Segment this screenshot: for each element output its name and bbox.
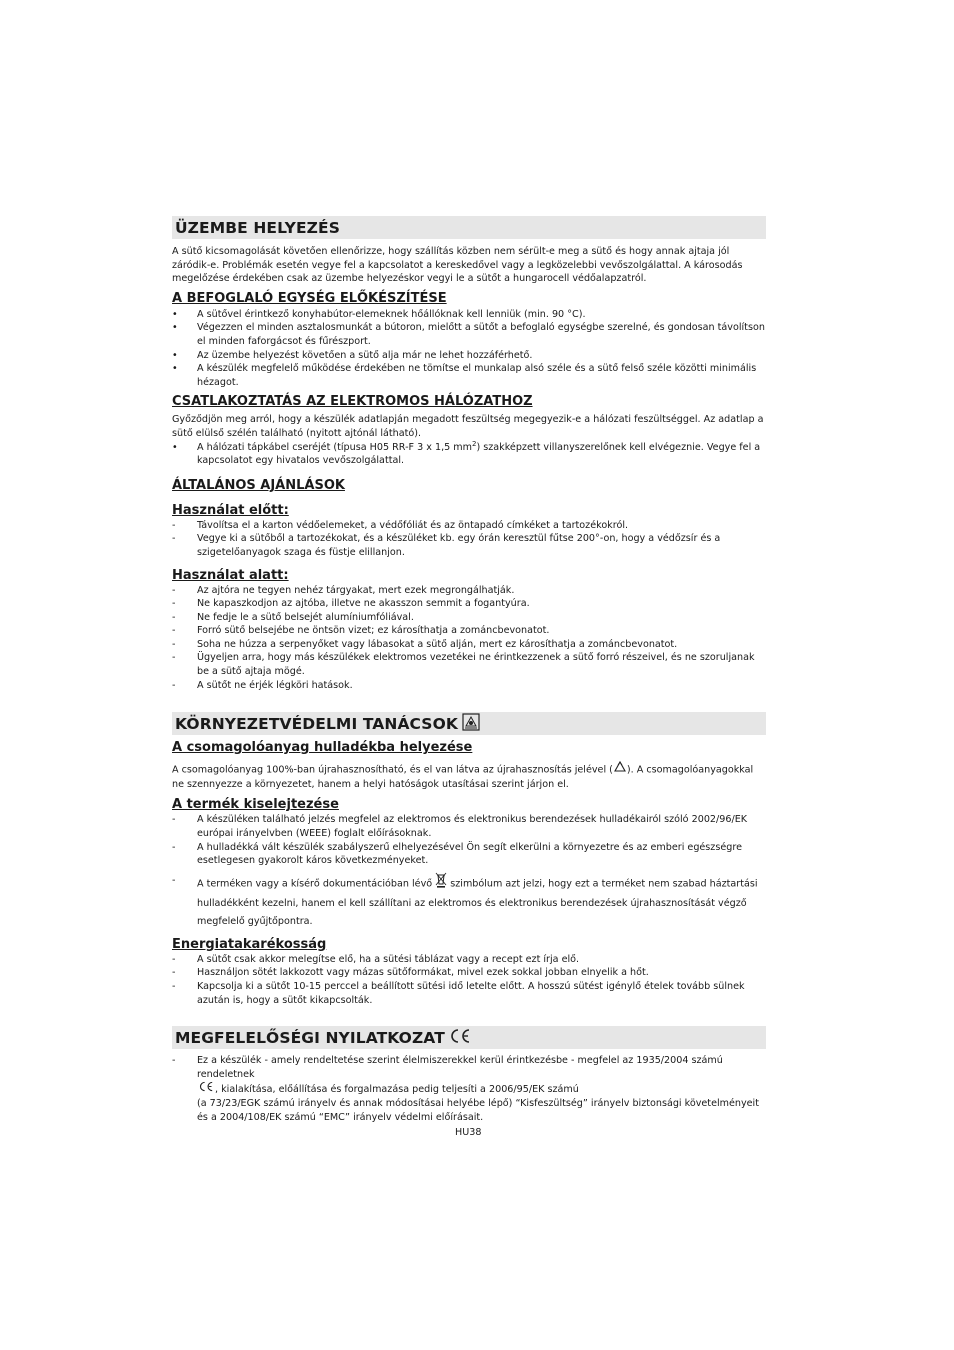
list-item: - Az ajtóra ne tegyen nehéz tárgyakat, mert ezek megrongálhatják. (172, 584, 515, 596)
during-use-list (172, 584, 766, 693)
installation-intro: A sütő kicsomagolását követően ellenőrizze, hogy szállítás közben nem sérült-e meg a sütő és hogy annak ajtaja jól záródik-e. Problémák esetén vegye fel a kapcsolatot a kereskedővel vagy a legközelebbi vevőszolgálattal. A károsodás megelőzése érdekében csak az üzembe helyezéskor vegyi le a sütőt a hungarocell védőalapzatról. (172, 246, 743, 285)
list-item: - Ez a készülék - amely rendeltetése szerint élelmiszerekkel kerül érintkezésbe - megfelel az 1935/2004 számú rendeletnek , kialakítása, előállítása és forgalmazása pedig teljesíti a 2006/95/EK számú (a 73/23/EGK számú irányelv és annak módosításai helyébe lépő) “Kisfeszültség” irányelv biztonsági követelményeit és a 2004/108/EK számú “EMC” irányelv védelmi előírásait. (172, 1055, 759, 1123)
crossed-bin-icon (435, 872, 447, 895)
list-item: - A hulladékká vált készülék szabályszerű elhelyezésével Ön segít elkerülni a környezetre és az emberi egészségre esetlegesen gyakorolt káros következményeket. (172, 841, 742, 867)
subheading-packaging: A csomagolóanyag hulladékba helyezése (172, 740, 473, 756)
subheading-disposal: A termék kiselejtezése (172, 797, 339, 813)
cabinet-prep-list (172, 308, 766, 390)
list-item: • A készülék megfelelő működése érdekében ne tömítse el munkalap alsó széle és a sütő felső széle közötti minimális hézagot. (172, 363, 757, 388)
recycle-icon (613, 761, 627, 778)
section-title: KÖRNYEZETVÉDELMI TANÁCSOK (175, 714, 458, 733)
packaging-text: A csomagolóanyag 100%-ban újrahasznosítható, és el van látva az újrahasznosítás jelével ( ). A csomagolóanyagokkal ne szennyezze a környezetet, hanem a helyi hatóságok utasításai szerint járjon el. (172, 761, 766, 791)
before-use-list (172, 519, 766, 560)
subheading-general: ÁLTALÁNOS AJÁNLÁSOK (172, 477, 345, 493)
section-title: MEGFELELŐSÉGI NYILATKOZAT (175, 1028, 445, 1047)
electrical-text: Győződjön meg arról, hogy a készülék adatlapján megadott feszültség megegyezik-e a hálózati feszültséggel. Az adatlap a sütő elülső szélén található (nyitott ajtónál látható). (172, 414, 764, 439)
page-number: HU38 (455, 1127, 482, 1138)
list-item: - Forró sütő belsejébe ne öntsön vizet; ez károsíthatja a zománcbevonatot. (172, 625, 550, 637)
list-item: - A sütőt ne érjék légköri hatások. (172, 679, 353, 691)
section-heading-installation (172, 216, 766, 239)
conformity-list (172, 1054, 766, 1124)
list-item: - Távolítsa el a karton védőelemeket, a védőfóliát és az öntapadó címkéket a tartozékokról. (172, 519, 629, 531)
electrical-list (172, 441, 766, 468)
list-item: - Soha ne húzza a serpenyőket vagy lábasokat a sütő alján, mert ez károsíthatja a zománcbevonatot. (172, 638, 678, 650)
list-item: - A sütőt csak akkor melegítse elő, ha a sütési táblázat vagy a recept ezt írja elő. (172, 953, 580, 965)
list-item: - A készüléken található jelzés megfelel az elektromos és elektronikus berendezések hulladékairól szóló 2002/96/EK európai irányelvben (WEEE) foglalt előírásoknak. (172, 814, 748, 840)
list-item: - A terméken vagy a kísérő dokumentációban lévő szimbólum azt jelzi, hogy ezt a terméket nem szabad háztartási hulladékként kezelni, hanem el kell szállítani az elektromos és elektronikus berendezések újrahasznosítását végző megfelelő gyűjtőpontra. (172, 872, 766, 931)
section-title: ÜZEMBE HELYEZÉS (175, 218, 340, 237)
list-item: - Ne fedje le a sütő belsejét alumíniumfóliával. (172, 611, 414, 623)
list-item: - Kapcsolja ki a sütőt 10-15 perccel a beállított sütési idő letelte előtt. A hosszú sütést igénylő ételek tovább sülnek azután is, hogy a sütőt kikapcsolták. (172, 981, 745, 1006)
list-item: - Vegye ki a sütőből a tartozékokat, és a készüléket kb. egy órán keresztül fűtse 200°-on, hogy a védőzsír és a szigetelőanyagok szaga és füstje elillanjon. (172, 533, 721, 558)
energy-list (172, 953, 766, 1007)
section-heading-environment (172, 712, 766, 735)
subheading-energy: Energiatakarékosság (172, 936, 327, 952)
disposal-list (172, 813, 766, 930)
list-item: • Végezzen el minden asztalosmunkát a bútoron, mielőtt a sütőt a befoglaló egységbe szerelné, és gondosan távolítson el minden faforgácsot és fűrészport. (172, 322, 765, 347)
list-item: • A sütővel érintkező konyhabútor-elemeknek hőállóknak kell lenniük (min. 90 °C). (172, 308, 586, 320)
list-item: - Ne kapaszkodjon az ajtóba, illetve ne akasszon semmit a fogantyúra. (172, 598, 530, 610)
ce-mark-icon (449, 1028, 471, 1048)
list-item: - Használjon sötét lakkozott vagy mázas sütőformákat, mivel ezek sokkal jobban elnyelik a hőt. (172, 967, 649, 979)
environment-icon (462, 713, 480, 735)
subheading-before-use: Használat előtt: (172, 502, 289, 518)
ce-mark-small-icon (197, 1081, 215, 1097)
document-page (172, 216, 766, 1124)
list-item: • Az üzembe helyezést követően a sütő alja már ne lehet hozzáférhető. (172, 349, 533, 361)
subheading-cabinet-prep: A BEFOGLALÓ EGYSÉG ELŐKÉSZÍTÉSE (172, 290, 447, 306)
subheading-electrical: CSATLAKOZTATÁS AZ ELEKTROMOS HÁLÓZATHOZ (172, 394, 533, 410)
section-heading-conformity (172, 1026, 766, 1049)
subheading-during-use: Használat alatt: (172, 567, 289, 583)
list-item: • A hálózati tápkábel cseréjét (típusa H05 RR-F 3 x 1,5 $mm^2$) szakképzett villanyszerelőnek kell elvégeznie. Vegye fel a kapcsolatot egy hivatalos vevőszolgálattal. (172, 439, 761, 467)
list-item: - Ügyeljen arra, hogy más készülékek elektromos vezetékei ne érintkezzenek a sütő forró részeivel, és ne szoruljanak be a sütő ajtaja mögé. (172, 652, 755, 678)
